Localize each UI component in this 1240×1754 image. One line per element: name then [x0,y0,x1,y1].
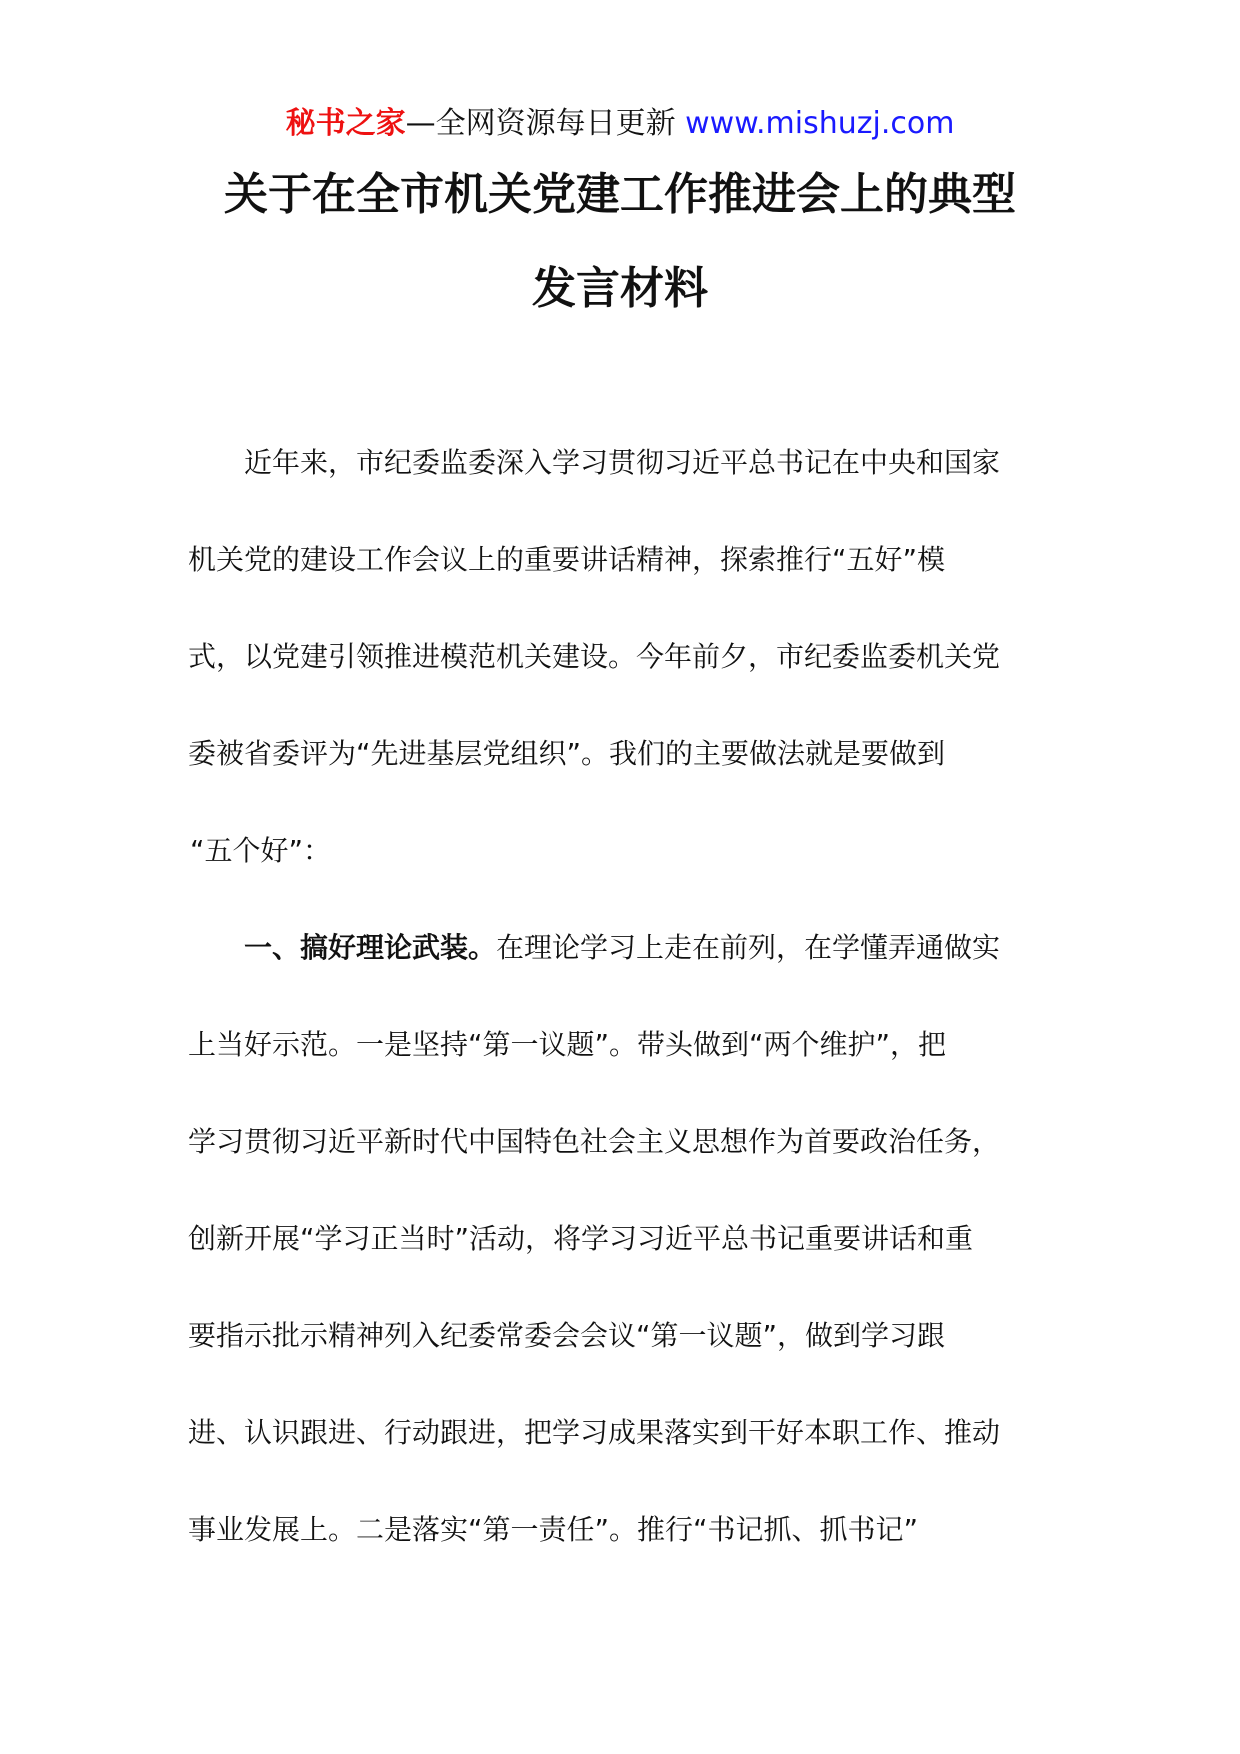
body-text-line: 机关党的建设工作会议上的重要讲话精神，探索推行“五好”模 [188,543,946,576]
body-text-line: 事业发展上。二是落实“第一责任”。推行“书记抓、抓书记” [188,1513,919,1546]
banner-slogan: —全网资源每日更新 [405,106,686,141]
section-1-paragraph-start [244,928,1000,968]
body-text-line: 近年来，市纪委监委深入学习贯彻习近平总书记在中央和国家 [244,446,1001,479]
site-url[interactable]: www.mishuzj.com [685,106,955,141]
section-1-lead-text: 在理论学习上走在前列，在学懂弄通做实 [496,931,1001,964]
body-text-line: 委被省委评为“先进基层党组织”。我们的主要做法就是要做到 [188,737,946,770]
body-text-line: 创新开展“学习正当时”活动，将学习习近平总书记重要讲话和重 [188,1222,974,1255]
section-1-heading: 一、搞好理论武装。 [244,931,497,964]
body-text-line: “五个好”： [190,834,332,867]
body-text-line: 式，以党建引领推进模范机关建设。今年前夕，市纪委监委机关党 [188,640,1001,673]
body-text-line: 上当好示范。一是坚持“第一议题”。带头做到“两个维护”，把 [188,1028,947,1061]
body-text-line: 学习贯彻习近平新时代中国特色社会主义思想作为首要政治任务， [188,1125,1001,1158]
body-text-line: 要指示批示精神列入纪委常委会会议“第一议题”，做到学习跟 [188,1319,946,1352]
body-text-line: 进、认识跟进、行动跟进，把学习成果落实到干好本职工作、推动 [188,1416,1001,1449]
site-banner [0,104,1240,144]
brand-name: 秘书之家 [285,106,406,141]
document-title-line-2: 发言材料 [532,263,708,314]
document-title-line-1: 关于在全市机关党建工作推进会上的典型 [224,169,1016,220]
